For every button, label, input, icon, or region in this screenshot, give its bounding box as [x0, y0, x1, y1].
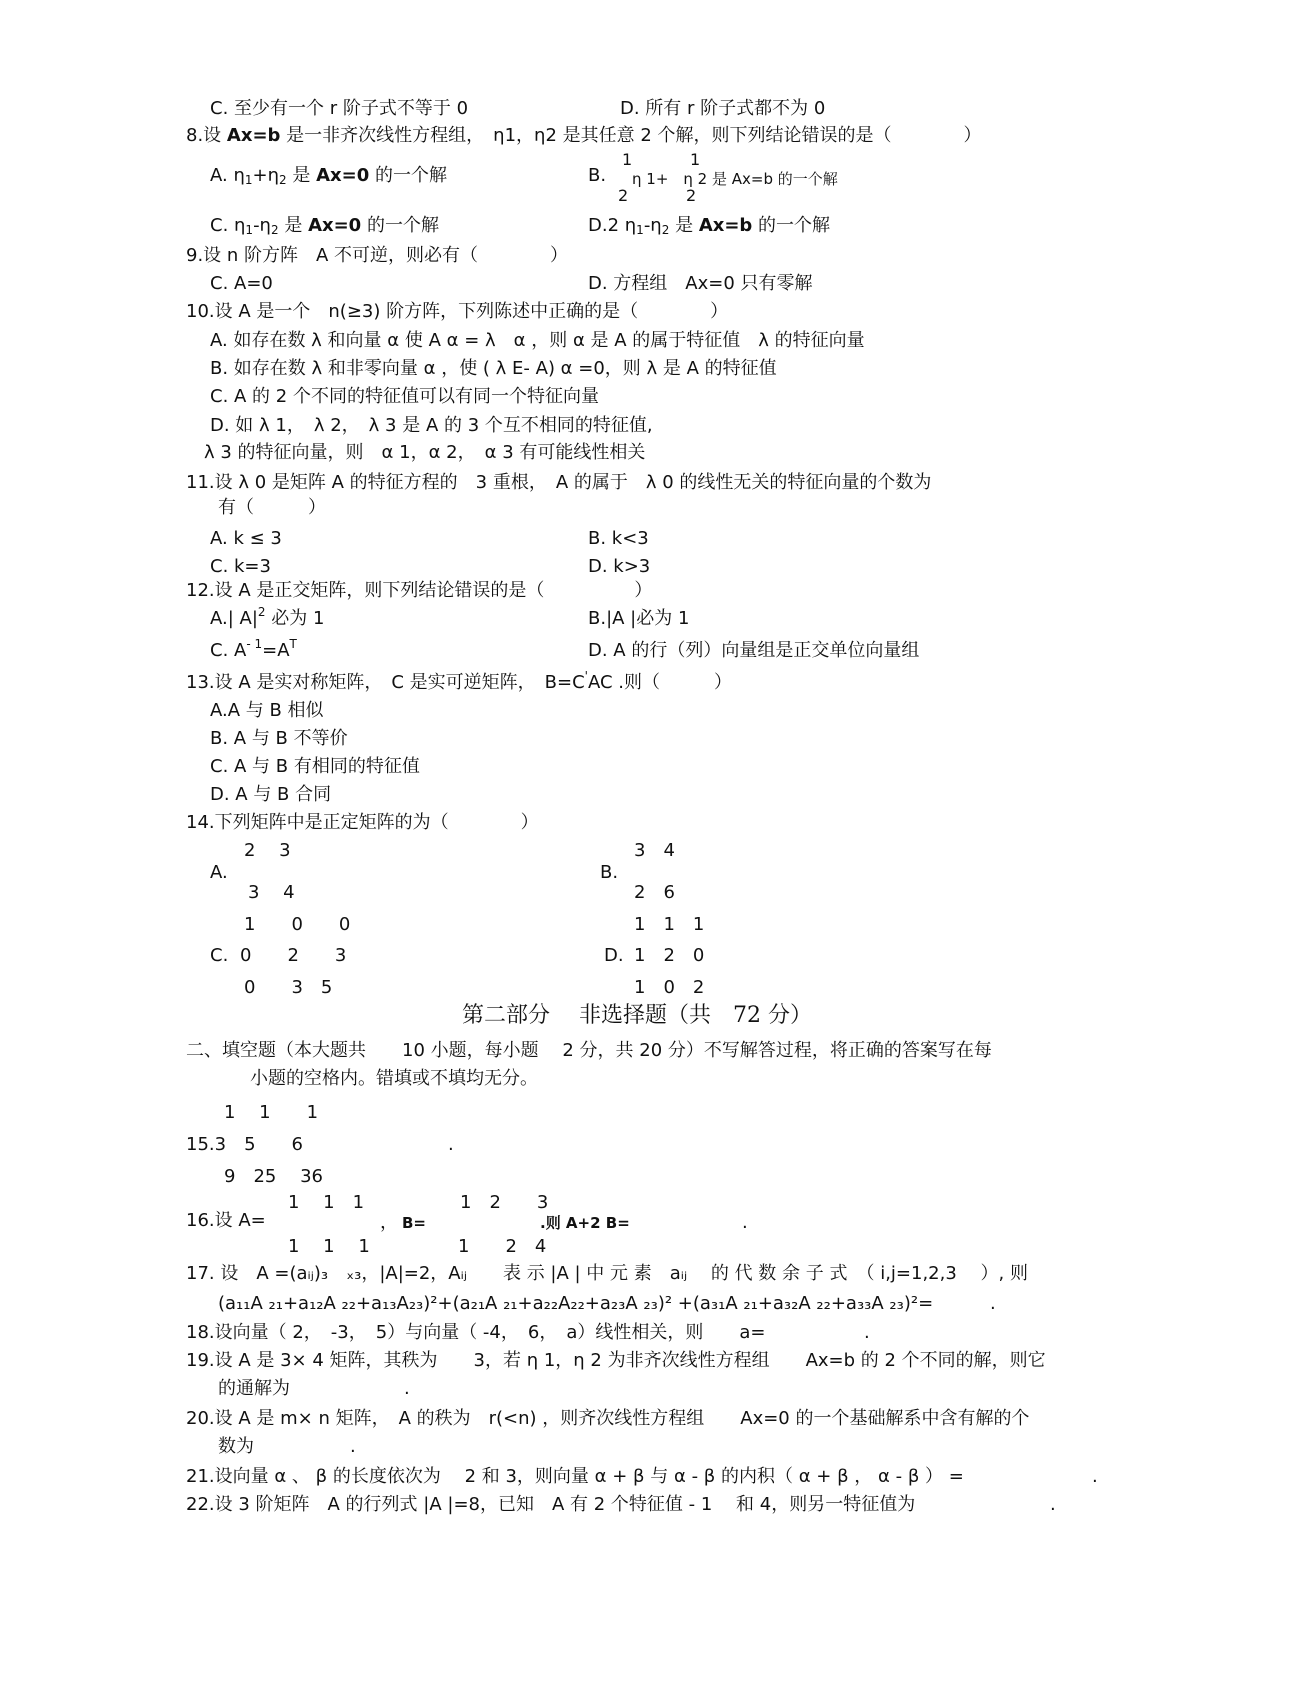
q19-answer-blank-end: . — [404, 1378, 410, 1399]
q12-text: C. A — [210, 640, 247, 661]
q8-stem-part: 是其任意 2 个解，则下列结论错误的是（ ） — [556, 125, 982, 146]
q8-option-c — [210, 215, 439, 237]
q8-text: 的一个解 — [752, 215, 831, 236]
q8-text: +η — [252, 165, 279, 186]
section-fill-in-heading-continued: 小题的空格内。错填或不填均无分。 — [250, 1068, 538, 1089]
q10-option-b: B. 如存在数 λ 和非零向量 α ，使 ( λ E- A) α =0，则 λ 是 A 的特征值 — [210, 358, 777, 379]
q13-text: 13.设 A 是实对称矩阵， C 是实可逆矩阵， B=C — [186, 672, 585, 693]
q8-sub: 2 — [279, 173, 287, 187]
q16-separator: ， — [380, 1212, 398, 1233]
q12-option-c — [210, 637, 297, 662]
q8-stem-part: 1，η — [504, 125, 546, 146]
q9-option-d: D. 方程组 Ax=0 只有零解 — [588, 273, 813, 294]
q8-sub: 1 — [244, 173, 253, 187]
q21-answer-blank-end: . — [1092, 1466, 1098, 1487]
q14-option-d-row: 1 2 0 — [634, 945, 705, 966]
q12-text: =A — [262, 640, 290, 661]
q22-stem: 22.设 3 阶矩阵 A 的行列式 |A |=8，已知 A 有 2 个特征值 - 1 和 4，则另一特征值为 — [186, 1494, 916, 1515]
q8-stem-part: 8.设 — [186, 125, 227, 146]
q16-label: 16.设 A= — [186, 1210, 266, 1231]
q9-option-c: C. A=0 — [210, 273, 273, 294]
q8-stem-part: 是一非齐次线性方程组， η — [280, 125, 505, 146]
q14-option-c-row: 0 2 3 — [240, 945, 347, 966]
q11-option-c: C. k=3 — [210, 556, 271, 577]
q14-option-d-row: 1 0 2 — [634, 977, 705, 998]
q16-matrix-b-row: 1 2 4 — [458, 1236, 547, 1257]
q13-option-d: D. A 与 B 合同 — [210, 784, 332, 805]
q8-text: 的一个解 — [361, 215, 439, 236]
q16-matrix-b-row: 1 2 3 — [460, 1192, 549, 1213]
q8-stem-part: 2 — [545, 125, 557, 146]
q16-matrix-a-row: 1 1 1 — [288, 1236, 370, 1257]
q15-matrix-row: 15.3 5 6 — [186, 1134, 303, 1155]
q14-option-b-row: 2 6 — [634, 882, 675, 903]
q13-stem — [186, 669, 732, 694]
q12-sup: - 1 — [246, 637, 263, 651]
q18-answer-blank-end: . — [864, 1322, 870, 1343]
q12-sup: 2 — [257, 605, 266, 619]
q10-option-d: D. 如 λ 1， λ 2， λ 3 是 A 的 3 个互不相同的特征值, — [210, 415, 653, 436]
part-two-title: 第二部分 非选择题（共 72 分） — [462, 1003, 812, 1028]
q8-text: -η — [643, 215, 662, 236]
q10-option-c: C. A 的 2 个不同的特征值可以有同一个特征向量 — [210, 386, 599, 407]
q8-option-b-numerator-2: 1 — [690, 150, 701, 169]
q19-stem-continued: 的通解为 — [218, 1378, 290, 1399]
q14-option-a-row: 2 3 — [244, 840, 291, 861]
q8-text: 是 — [278, 215, 309, 236]
q12-text: 必为 1 — [265, 608, 325, 629]
q15-answer-blank-end: . — [448, 1134, 454, 1155]
q9-stem: 9.设 n 阶方阵 A 不可逆，则必有（ ） — [186, 245, 569, 266]
q8-sub: 1 — [636, 223, 644, 237]
q14-option-c-row: 1 0 0 — [244, 914, 351, 935]
q12-option-d: D. A 的行（列）向量组是正交单位向量组 — [588, 640, 920, 661]
q16-answer-blank-end: . — [742, 1212, 748, 1233]
q11-option-d: D. k>3 — [588, 556, 651, 577]
q7-option-c: C. 至少有一个 r 阶子式不等于 0 — [210, 98, 469, 119]
q16-expression: .则 A+2 B= — [540, 1214, 630, 1232]
q8-stem-equation: Ax=b — [226, 125, 281, 146]
q10-option-a: A. 如存在数 λ 和向量 α 使 A α = λ α ，则 α 是 A 的属于特征值 λ 的特征向量 — [210, 330, 865, 351]
q14-option-b-label: B. — [600, 862, 619, 883]
q12-sup: T — [289, 637, 297, 651]
q14-option-a-label: A. — [210, 862, 228, 883]
q13-option-a: A.A 与 B 相似 — [210, 700, 324, 721]
q19-stem: 19.设 A 是 3× 4 矩阵，其秩为 3，若 η 1，η 2 为非齐次线性方程组 Ax=b 的 2 个不同的解，则它 — [186, 1350, 1046, 1371]
q8-text: 的一个解 — [369, 165, 447, 186]
q20-stem-continued: 数为 — [218, 1436, 254, 1457]
q8-option-b-denominator-1: 2 — [618, 186, 629, 205]
q15-matrix-row: 9 25 36 — [224, 1166, 323, 1187]
q8-text: D.2 η — [588, 215, 637, 236]
q15-matrix-row: 1 1 1 — [224, 1102, 319, 1123]
q14-option-d-label: D. — [604, 945, 624, 966]
q11-stem-continued: 有（ ） — [218, 497, 326, 518]
q8-equation: Ax=b — [698, 215, 753, 236]
q11-stem: 11.设 λ 0 是矩阵 A 的特征方程的 3 重根， A 的属于 λ 0 的线性无关的特征向量的个数为 — [186, 472, 932, 493]
q13-text: AC .则（ ） — [587, 672, 732, 693]
q8-sub: 1 — [245, 223, 254, 237]
q16-matrix-b-label: B= — [402, 1214, 427, 1232]
q8-text: 是 — [286, 165, 317, 186]
q8-stem — [186, 125, 982, 147]
q12-text: A.| A| — [210, 608, 258, 629]
q14-option-c-row: 0 3 5 — [244, 977, 333, 998]
q11-option-b: B. k<3 — [588, 528, 649, 549]
q17-stem: 17. 设 A =(aᵢⱼ)₃ ₓ₃，|A|=2，Aᵢⱼ 表 示 |A | 中 元 素 aᵢⱼ 的 代 数 余 子 式 （ i,j=1,2,3 ）, 则 — [186, 1263, 1028, 1284]
q8-option-b-label: B. — [588, 165, 607, 186]
q8-option-b-body: η 1+ η 2 是 Ax=b 的一个解 — [632, 170, 838, 188]
q8-option-a — [210, 165, 447, 187]
q8-equation: Ax=0 — [308, 215, 362, 236]
q12-option-a — [210, 605, 325, 630]
q12-option-b: B.|A |必为 1 — [588, 608, 690, 629]
q17-expression: (a₁₁A ₂₁+a₁₂A ₂₂+a₁₃A₂₃)²+(a₂₁A ₂₁+a₂₂A₂₂+a₂₃A ₂₃)² +(a₃₁A ₂₁+a₃₂A ₂₂+a₃₃A ₂₃)²= — [218, 1293, 934, 1314]
q13-option-c: C. A 与 B 有相同的特征值 — [210, 756, 420, 777]
q14-stem: 14.下列矩阵中是正定矩阵的为（ ） — [186, 812, 539, 833]
q8-text: A. η — [210, 165, 245, 186]
q8-sub: 2 — [661, 223, 670, 237]
q8-option-d — [588, 215, 830, 237]
q8-sub: 2 — [270, 223, 279, 237]
q8-text: 是 — [669, 215, 699, 236]
q10-option-d-continued: λ 3 的特征向量，则 α 1，α 2， α 3 有可能线性相关 — [204, 442, 646, 463]
q7-option-d: D. 所有 r 阶子式都不为 0 — [620, 98, 826, 119]
q14-option-b-row: 3 4 — [634, 840, 675, 861]
section-fill-in-heading: 二、填空题（本大题共 10 小题，每小题 2 分，共 20 分）不写解答过程，将正确的答案写在每 — [186, 1040, 992, 1061]
q10-stem: 10.设 A 是一个 n(≥3) 阶方阵，下列陈述中正确的是（ ） — [186, 301, 729, 322]
q17-answer-blank-end: . — [990, 1293, 996, 1314]
q8-equation: Ax=0 — [316, 165, 370, 186]
q13-transpose-mark: ' — [584, 669, 588, 683]
q11-option-a: A. k ≤ 3 — [210, 528, 282, 549]
q12-stem: 12.设 A 是正交矩阵，则下列结论错误的是（ ） — [186, 580, 653, 601]
q14-option-c-label: C. — [210, 945, 229, 966]
q8-option-b-denominator-2: 2 — [686, 186, 697, 205]
q18-stem: 18.设向量（ 2， -3， 5）与向量（ -4， 6， a）线性相关，则 a= — [186, 1322, 766, 1343]
q21-stem: 21.设向量 α 、 β 的长度依次为 2 和 3，则向量 α + β 与 α - β 的内积（ α + β ， α - β ） = — [186, 1466, 964, 1487]
q8-option-b-numerator-1: 1 — [622, 150, 633, 169]
q22-answer-blank-end: . — [1050, 1494, 1056, 1515]
q8-text: C. η — [210, 215, 246, 236]
q20-stem: 20.设 A 是 m× n 矩阵， A 的秩为 r(<n) ，则齐次线性方程组 Ax=0 的一个基础解系中含有解的个 — [186, 1408, 1030, 1429]
q16-matrix-a-row: 1 1 1 — [288, 1192, 365, 1213]
q14-option-d-row: 1 1 1 — [634, 914, 705, 935]
q8-text: -η — [253, 215, 271, 236]
q14-option-a-row: 3 4 — [248, 882, 295, 903]
q13-option-b: B. A 与 B 不等价 — [210, 728, 348, 749]
q20-answer-blank-end: . — [350, 1436, 356, 1457]
